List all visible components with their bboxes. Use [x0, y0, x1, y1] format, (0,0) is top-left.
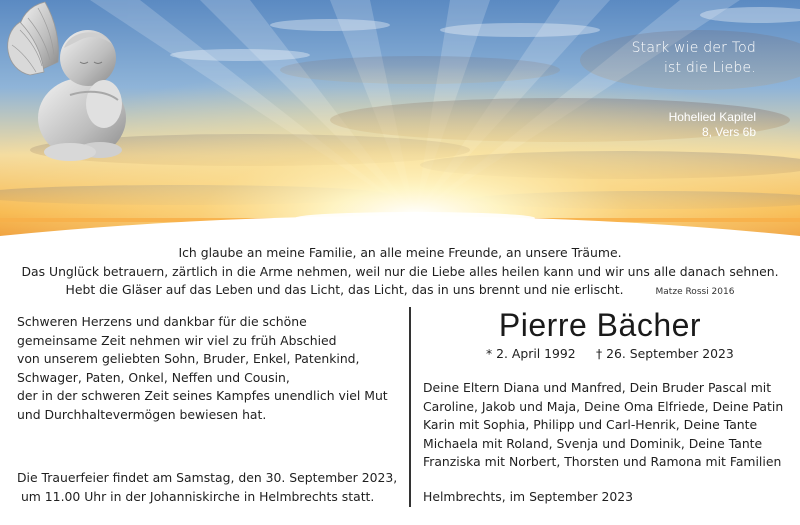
mourners-line: Franziska mit Norbert, Thorsten und Ramona mit Familien: [423, 454, 782, 469]
mourners-line: Karin mit Sophia, Philipp und Carl-Henrik, Deine Tante: [423, 417, 758, 432]
thanks-line: Schweren Herzens und dankbar für die schöne: [17, 314, 307, 329]
place-and-date: Helmbrechts, im September 2023: [423, 489, 634, 504]
mourners-list: [423, 379, 793, 472]
poem-line-last: [0, 281, 800, 302]
thanks-line: und Durchhaltevermögen bewiesen hat.: [17, 406, 267, 422]
thanks-text: [17, 313, 397, 424]
life-dates: [486, 345, 776, 363]
thanks-line: der in der schweren Zeit seines Kampfes unendlich viel Mut: [17, 388, 388, 403]
birth-date: * 2. April 1992: [486, 346, 576, 361]
quote-source-line: Hohelied Kapitel: [668, 110, 756, 124]
quote-line: ist die Liebe.: [663, 60, 756, 76]
poem-line: Ich glaube an meine Familie, an alle meine Freunde, an unsere Träume.: [178, 245, 622, 260]
thanks-line: gemeinsame Zeit nehmen wir viel zu früh Abschied: [17, 332, 337, 348]
quote-source-line: 8, Vers 6b: [701, 125, 756, 139]
quote-source: [669, 110, 756, 140]
poem-line-text: Hebt die Gläser auf das Leben und das Licht, das Licht, das in uns brennt und nie erlischt.: [65, 282, 624, 297]
column-divider: [409, 307, 411, 507]
poem-line: Das Unglück betrauern, zärtlich in die Arme nehmen, weil nur die Liebe alles heilen kann und wir uns alle danach sehnen.: [21, 263, 779, 279]
mourners-line: Michaela mit Roland, Svenja und Dominik, Deine Tante: [423, 435, 763, 451]
poem-verse: [0, 244, 800, 302]
death-date: † 26. September 2023: [596, 346, 734, 361]
deceased-name: Pierre Bächer: [498, 307, 702, 343]
sunset-header-image: [0, 0, 800, 250]
bible-quote: [632, 38, 756, 78]
quote-line: Stark wie der Tod: [631, 40, 756, 56]
mourners-line: Caroline, Jakob und Maja, Deine Oma Elfriede, Deine Patin: [423, 398, 784, 414]
thanks-line: von unserem geliebten Sohn, Bruder, Enkel, Patenkind,: [17, 351, 360, 366]
funeral-info: [17, 469, 397, 506]
thanks-line: Schwager, Paten, Onkel, Neffen und Cousin,: [17, 369, 290, 385]
angel-figurine-icon: [0, 0, 130, 170]
funeral-line: um 11.00 Uhr in der Johanniskirche in Helmbrechts statt.: [17, 488, 375, 504]
poem-credit: Matze Rossi 2016: [655, 287, 735, 297]
funeral-line: Die Trauerfeier findet am Samstag, den 30. September 2023,: [17, 470, 398, 485]
mourners-line: Deine Eltern Diana und Manfred, Dein Bruder Pascal mit: [423, 380, 772, 395]
